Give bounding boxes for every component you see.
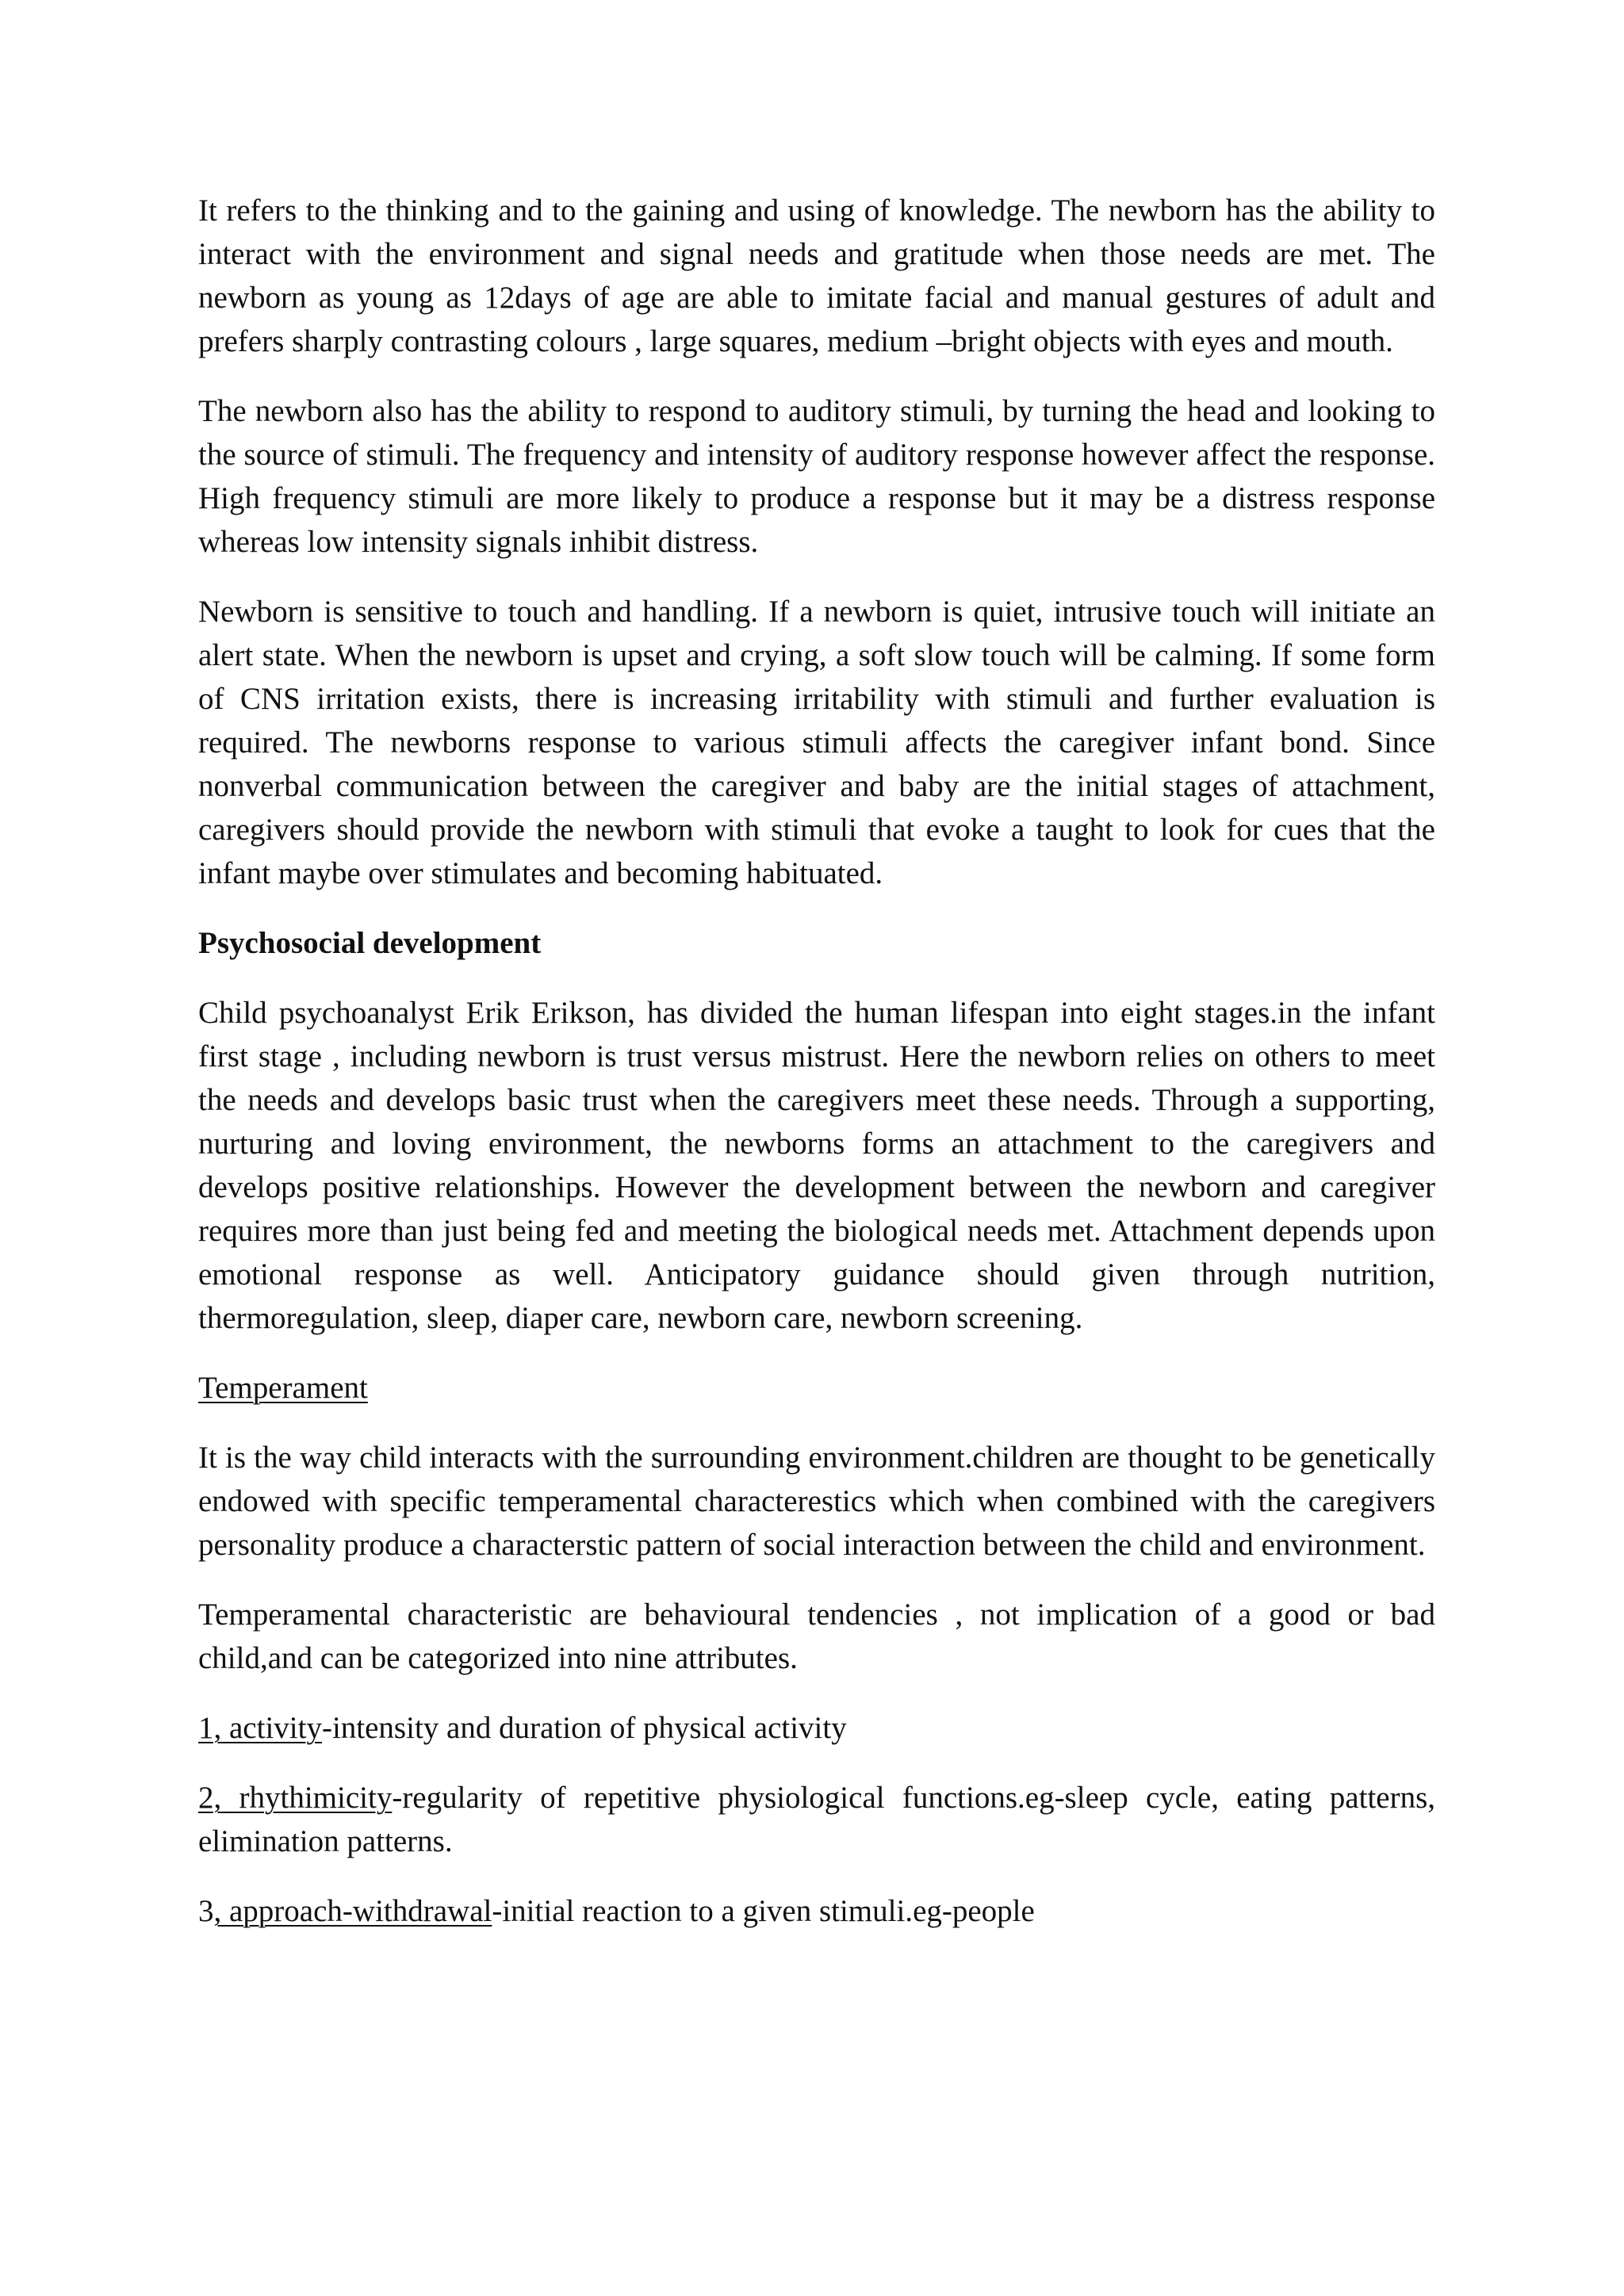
- attribute-prefix: 3: [198, 1894, 214, 1928]
- attribute-description: -initial reaction to a given stimuli.eg-people: [492, 1894, 1035, 1928]
- attribute-description: -regularity of repetitive physiological functions.eg-sleep cycle, eating patterns, elimination patterns.: [198, 1781, 1435, 1858]
- paragraph-psychosocial: Child psychoanalyst Erik Erikson, has divided the human lifespan into eight stages.in the infant first stage , including newborn is trust versus mistrust. Here the newborn relies on others to meet the needs and develops basic trust when the caregivers meet these needs. Through a supporting, nurturing and loving environment, the newborns forms an attachment to the caregivers and develops positive relationships. However the development between the newborn and caregiver requires more than just being fed and meeting the biological needs met. Attachment depends upon emotional response as well. Anticipatory guidance should given through nutrition, thermoregulation, sleep, diaper care, newborn care, newborn screening.: [198, 996, 1435, 1335]
- attribute-term: , approach-withdrawal: [213, 1894, 492, 1928]
- temperament-heading-text: Temperament: [198, 1371, 368, 1405]
- heading-temperament: [198, 1366, 1435, 1410]
- heading-psychosocial: Psychosocial development: [198, 926, 542, 960]
- paragraph-touch: Newborn is sensitive to touch and handling. If a newborn is quiet, intrusive touch will initiate an alert state. When the newborn is upset and crying, a soft slow touch will be calming. If some form of CNS irritation exists, there is increasing irritability with stimuli and further evaluation is required. The newborns response to various stimuli affects the caregiver infant bond. Since nonverbal communication between the caregiver and baby are the initial stages of attachment, caregivers should provide the newborn with stimuli that evoke a taught to look for cues that the infant maybe over stimulates and becoming habituated.: [198, 595, 1435, 890]
- attribute-item: [198, 1776, 1435, 1863]
- attribute-item: [198, 1889, 1435, 1933]
- attribute-term: 2, rhythimicity: [198, 1781, 393, 1815]
- paragraph-temperament-definition: It is the way child interacts with the surrounding environment.children are thought to be genetically endowed with specific temperamental characterestics which when combined with the caregivers personality produce a characterstic pattern of social interaction between the child and environment.: [198, 1441, 1435, 1562]
- paragraph-temperament-attributes: Temperamental characteristic are behavioural tendencies , not implication of a good or bad child,and can be categorized into nine attributes.: [198, 1598, 1435, 1675]
- document-page: [198, 189, 1435, 1959]
- paragraph-auditory: The newborn also has the ability to respond to auditory stimuli, by turning the head and looking to the source of stimuli. The frequency and intensity of auditory response however affect the response. High frequency stimuli are more likely to produce a response but it may be a distress response whereas low intensity signals inhibit distress.: [198, 394, 1435, 559]
- attribute-item: [198, 1706, 1435, 1750]
- attribute-term: 1, activity: [198, 1711, 322, 1745]
- attribute-description: -intensity and duration of physical activity: [321, 1711, 847, 1745]
- paragraph-cognitive: It refers to the thinking and to the gaining and using of knowledge. The newborn has the ability to interact with the environment and signal needs and gratitude when those needs are met. The newborn as young as 12days of age are able to imitate facial and manual gestures of adult and prefers sharply contrasting colours , large squares, medium –bright objects with eyes and mouth.: [198, 193, 1435, 358]
